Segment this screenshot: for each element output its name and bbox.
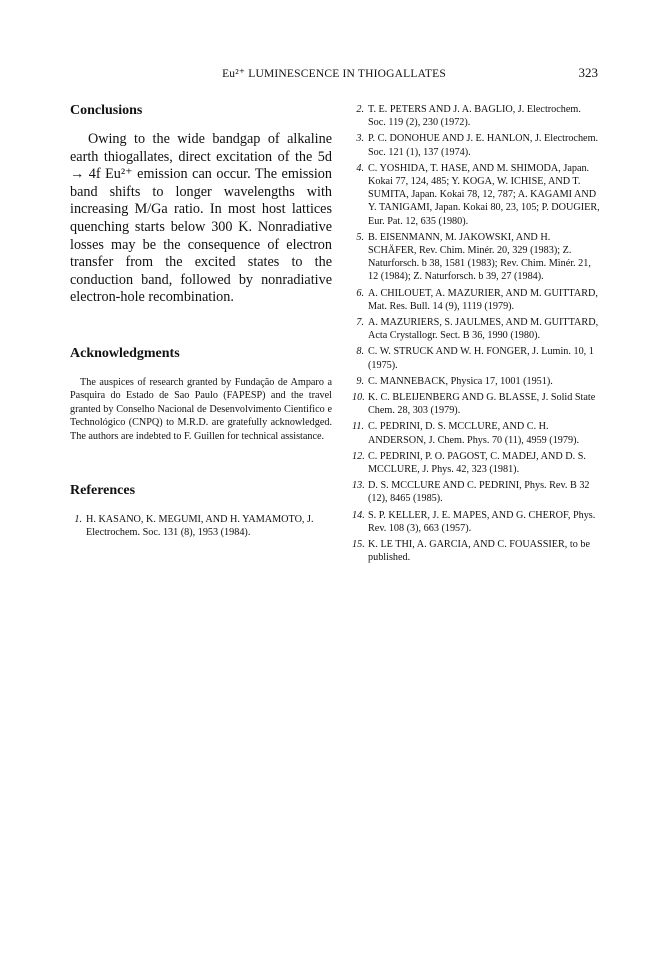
reference-text: A. CHILOUET, A. MAZURIER, AND M. GUITTARD, Mat. Res. Bull. 14 (9), 1119 (1979).	[368, 287, 598, 312]
reference-number: 15.	[352, 539, 365, 551]
reference-item	[352, 231, 600, 284]
reference-number: 7.	[356, 317, 364, 329]
reference-item	[352, 375, 600, 388]
reference-item	[352, 103, 600, 129]
running-header	[70, 66, 598, 82]
reference-text: C. YOSHIDA, T. HASE, AND M. SHIMODA, Japan. Kokai 77, 124, 485; Y. KOGA, W. ICHISE, AND T. SUMITA, Japan. Kokai 78, 12, 787; A. KAGAMI AND Y. TANIGAMI, Japan. Kokai 80, 23, 105; P. DOUGIER, Eur. Pat. 12, 635 (1980).	[368, 162, 600, 227]
reference-number: 4.	[356, 162, 364, 174]
reference-item	[352, 538, 600, 564]
conclusions-heading: Conclusions	[70, 103, 143, 118]
reference-text: D. S. MCCLURE AND C. PEDRINI, Phys. Rev. B 32 (12), 8465 (1985).	[368, 480, 590, 505]
reference-number: 6.	[356, 287, 364, 299]
left-column	[70, 103, 332, 539]
reference-number: 11.	[352, 421, 364, 433]
reference-item	[352, 345, 600, 371]
reference-text: P. C. DONOHUE AND J. E. HANLON, J. Electrochem. Soc. 121 (1), 137 (1974).	[368, 133, 599, 158]
references-heading: References	[70, 482, 136, 498]
reference-item	[352, 450, 600, 476]
reference-text: B. EISENMANN, M. JAKOWSKI, AND H. SCHÄFER, Rev. Chim. Minér. 20, 329 (1983); Z. Naturforsch. b 38, 1581 (1983); Rev. Chim. Minér. 21, 12 (1984); Z. Naturforsch. b 39, 27 (1984).	[368, 231, 591, 283]
reference-text: K. LE THI, A. GARCIA, AND C. FOUASSIER, to be published.	[368, 539, 590, 564]
page-number: 323	[578, 65, 598, 80]
running-title: Eu²⁺ LUMINESCENCE IN THIOGALLATES	[222, 68, 446, 80]
references-section	[70, 483, 332, 539]
reference-item	[352, 287, 600, 313]
acknowledgments-section	[70, 346, 332, 443]
reference-number: 9.	[356, 375, 364, 387]
reference-number: 3.	[356, 133, 364, 145]
reference-text: A. MAZURIERS, S. JAULMES, AND M. GUITTARD, Acta Crystallogr. Sect. B 36, 1990 (1980).	[368, 317, 599, 342]
conclusions-paragraph: Owing to the wide bandgap of alkaline earth thiogallates, direct excitation of the 5d → 4f Eu²⁺ emission can occur. The emission band shifts to longer wavelengths with increasing M/Ga ratio. In most host lattices quenching starts below 300 K. Nonradiative losses may be the consequence of electron transfer from the excited states to the conduction band, followed by nonradiative electron-hole recombination.	[70, 131, 332, 306]
reference-list-left	[70, 513, 332, 539]
reference-item	[352, 420, 600, 446]
reference-list-right	[352, 103, 600, 565]
reference-text: C. MANNEBACK, Physica 17, 1001 (1951).	[368, 375, 553, 387]
acknowledgments-heading: Acknowledgments	[70, 345, 180, 361]
reference-text: T. E. PETERS AND J. A. BAGLIO, J. Electrochem. Soc. 119 (2), 230 (1972).	[368, 104, 581, 129]
reference-item	[352, 316, 600, 342]
reference-item	[352, 132, 600, 158]
reference-number: 2.	[356, 104, 364, 115]
reference-item	[352, 162, 600, 228]
reference-text: C. W. STRUCK AND W. H. FONGER, J. Lumin. 10, 1 (1975).	[368, 346, 594, 371]
reference-text: C. PEDRINI, D. S. MCCLURE, AND C. H. ANDERSON, J. Chem. Phys. 70 (11), 4959 (1979).	[368, 421, 580, 446]
reference-number: 5.	[356, 231, 364, 243]
conclusions-section	[70, 103, 332, 307]
reference-item	[70, 513, 332, 539]
reference-number: 12.	[352, 450, 365, 462]
right-column	[352, 103, 600, 565]
acknowledgments-paragraph: The auspices of research granted by Fundação de Amparo a Pasquira do Estado de Sao Paulo (FAPESP) and the travel granted by Conselho Nacional de Desenvolvimento Cientifico e Technológico (CNPQ) to M.R.D. are gratefully acknowledged. The authors are indebted to F. Guillen for technical assistance.	[70, 376, 332, 442]
reference-number: 10.	[352, 392, 365, 404]
reference-text: S. P. KELLER, J. E. MAPES, AND G. CHEROF, Phys. Rev. 108 (3), 663 (1957).	[368, 509, 596, 534]
reference-text: H. KASANO, K. MEGUMI, AND H. YAMAMOTO, J. Electrochem. Soc. 131 (8), 1953 (1984).	[86, 513, 314, 539]
reference-number: 13.	[352, 480, 365, 492]
reference-text: K. C. BLEIJENBERG AND G. BLASSE, J. Solid State Chem. 28, 303 (1979).	[368, 392, 596, 417]
reference-number: 14.	[352, 509, 365, 521]
reference-text: C. PEDRINI, P. O. PAGOST, C. MADEJ, AND D. S. MCCLURE, J. Phys. 42, 323 (1981).	[368, 450, 586, 476]
reference-item	[352, 509, 600, 535]
reference-item	[352, 479, 600, 505]
reference-item	[352, 391, 600, 417]
reference-number: 1.	[74, 513, 82, 525]
reference-number: 8.	[356, 346, 364, 358]
